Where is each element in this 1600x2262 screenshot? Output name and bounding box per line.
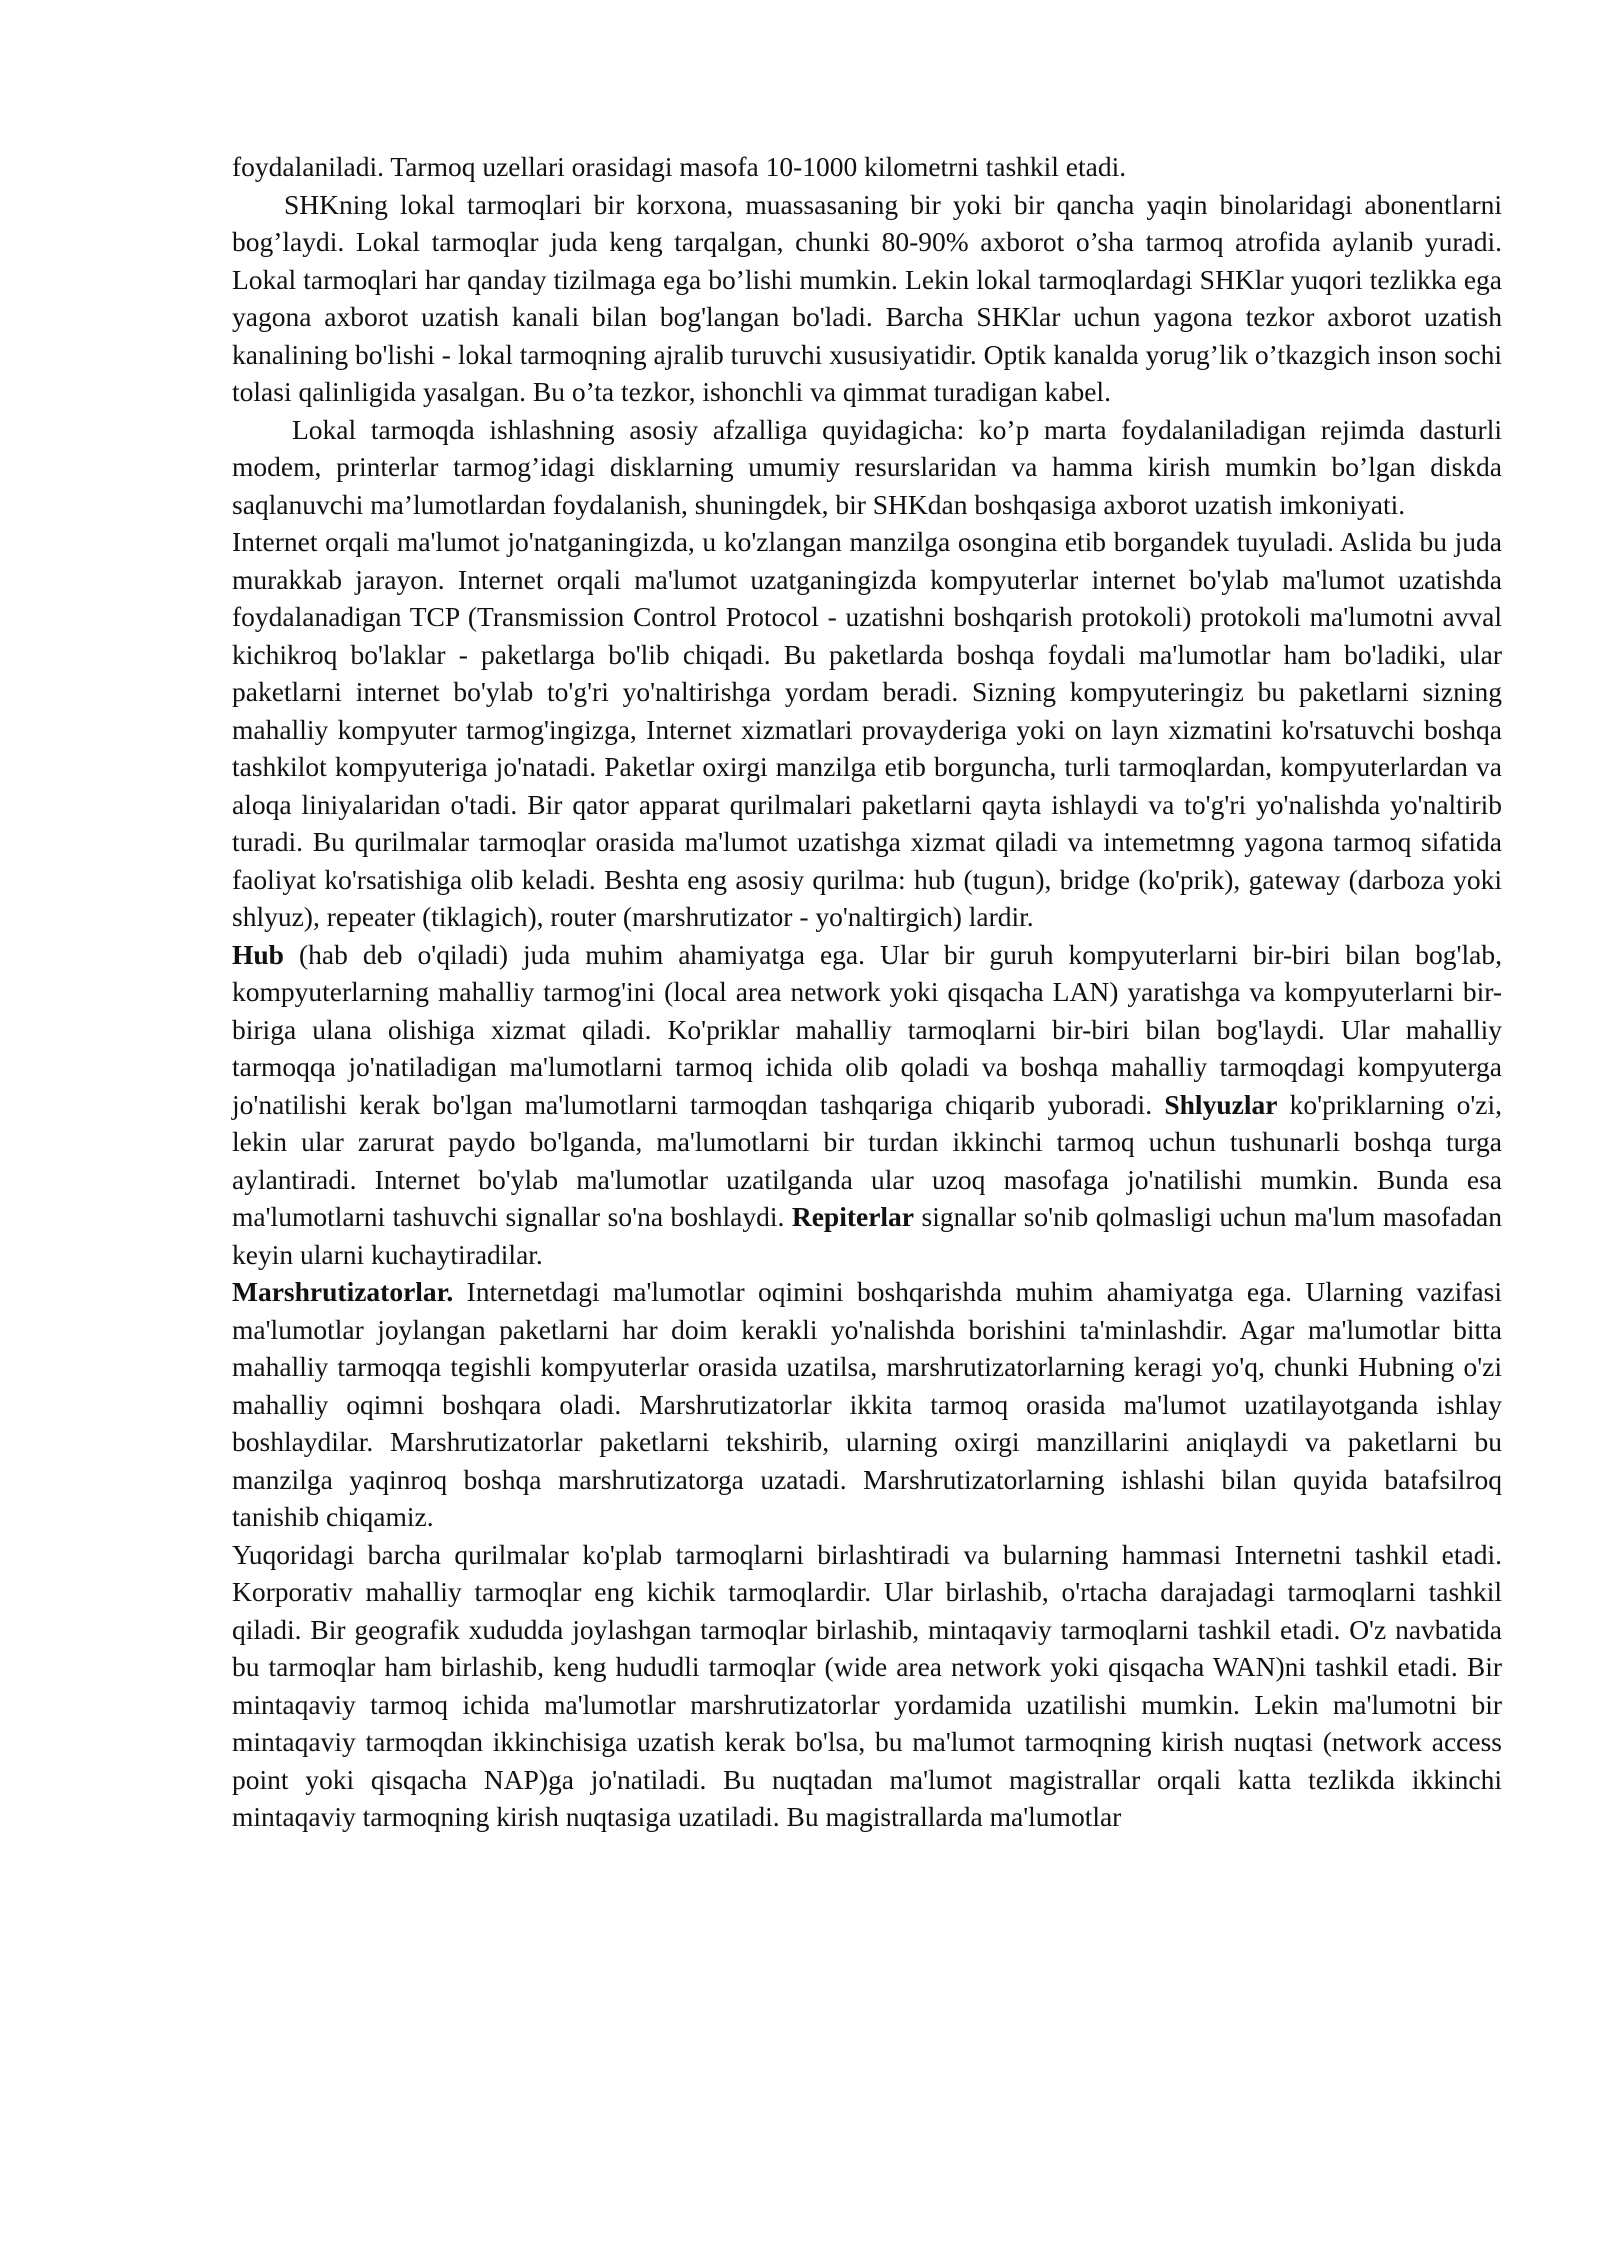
paragraph-internet-transfer: Internet orqali ma'lumot jo'natganingizda, u ko'zlangan manzilga osongina etib borgandek tuyuladi. Aslida bu juda murakkab jarayon. Internet orqali ma'lumot uzatganingizda kompyuterlar internet bo'ylab ma'lumot uzatishda foydalanadigan TCP (Transmission Control Protocol - uzatishni boshqarish protokoli) protokoli ma'lumotni avval kichikroq bo'laklar - paketlarga bo'lib chiqadi. Bu paketlarda boshqa foydali ma'lumotlar ham bo'ladiki, ular paketlarni internet bo'ylab to'g'ri yo'naltirishga yordam beradi. Sizning kompyuteringiz bu paketlarni sizning mahalliy kompyuter tarmog'ingizga, Internet xizmatlari provayderiga yoki on layn xizmatini ko'rsatuvchi boshqa tashkilot kompyuteriga jo'natadi. Paketlar oxirgi manzilga etib borguncha, turli tarmoqlardan, kompyuterlardan va aloqa liniyalaridan o'tadi. Bir qator apparat qurilmalari paketlarni qayta ishlaydi va to'g'ri yo'nalishda yo'naltirib turadi. Bu qurilmalar tarmoqlar orasida ma'lumot uzatishga xizmat qiladi va intemetmng yagona tarmoq sifatida faoliyat ko'rsatishiga olib keladi. Beshta eng asosiy qurilma: hub (tugun), bridge (ko'prik), gateway (darboza yoki shlyuz), repeater (tiklagich), router (marshrutizator - yo'naltirgich) lardir. xyxy=(232,526,1502,932)
term-shlyuzlar: Shlyuzlar xyxy=(1164,1088,1278,1120)
paragraph-continuation: foydalaniladi. Tarmoq uzellari orasidagi masofa 10-1000 kilometrni tashkil etadi. xyxy=(232,151,1127,182)
term-marshrutizatorlar: Marshrutizatorlar. xyxy=(232,1276,454,1307)
paragraph-hub-text-3: signallar so'nib qolmasligi uchun ma'lum masofadan keyin ularni kuchaytiradilar. xyxy=(232,1201,1502,1270)
paragraph-routers xyxy=(232,1273,1502,1536)
paragraph-lan-overview: SHKning lokal tarmoqlari bir korxona, muassasaning bir yoki bir qancha yaqin binolaridagi abonentlarni bog’laydi. Lokal tarmoqlar juda keng tarqalgan, chunki 80-90% axborot o’sha tarmoq atrofida aylanib yuradi. Lokal tarmoqlari har qanday tizilmaga ega bo’lishi mumkin. Lekin lokal tarmoqlardagi SHKlar yuqori tezlikka ega yagona axborot uzatish kanali bilan bog'langan bo'ladi. Barcha SHKlar uchun yagona tezkor axborot uzatish kanalining bo'lishi - lokal tarmoqning ajralib turuvchi xususiyatidir. Optik kanalda yorug’lik o’tkazgich inson sochi tolasi qalinligida yasalgan. Bu o’ta tezkor, ishonchli va qimmat turadigan kabel. xyxy=(232,188,1502,407)
document-page xyxy=(232,148,1502,1836)
term-hub: Hub xyxy=(232,938,284,970)
paragraph-routers-text: Internetdagi ma'lumotlar oqimini boshqarishda muhim ahamiyatga ega. Ularning vazifasi ma'lumotlar joylangan paketlarni har doim kerakli yo'nalishda borishini ta'minlashdir. Agar ma'lumotlar bitta mahalliy tarmoqqa tegishli kompyuterlar orasida uzatilsa, marshrutizatorlarning keragi yo'q, chunki Hubning o'zi mahalliy oqimni boshqara oladi. Marshrutizatorlar ikkita tarmoq orasida ma'lumot uzatilayotganda ishlay boshlaydilar. Marshrutizatorlar paketlarni tekshirib, ularning oxirgi manzillarini aniqlaydi va paketlarni bu manzilga yaqinroq boshqa marshrutizatorga uzatadi. Marshrutizatorlarning ishlashi bilan quyida batafsilroq tanishib chiqamiz. xyxy=(232,1276,1502,1532)
paragraph-lan-advantages: Lokal tarmoqda ishlashning asosiy afzalliga quyidagicha: ko’p marta foydalaniladigan rejimda dasturli modem, printerlar tarmog’idagi disklarning umumiy resurslaridan va hamma kirish mumkin bo’lgan diskda saqlanuvchi ma’lumotlardan foydalanish, shuningdek, bir SHKdan boshqasiga axborot uzatish imkoniyati. xyxy=(232,413,1502,520)
term-repiterlar: Repiterlar xyxy=(791,1201,915,1232)
paragraph-hub-text-2: ko'priklarning o'zi, lekin ular zarurat paydo bo'lganda, ma'lumotlarni bir turdan ikkinchi tarmoq uchun tushunarli boshqa turga aylantiradi. Internet bo'ylab ma'lumotlar uzatilganda ular uzoq masofaga jo'natilishi mumkin. Bunda esa ma'lumotlarni tashuvchi signallar so'na boshlaydi. xyxy=(232,1088,1503,1232)
paragraph-hub-text-1: (hab deb o'qiladi) juda muhim ahamiyatga ega. Ular bir guruh kompyuterlarni bir-biri bilan bog'lab, kompyuterlarning mahalliy tarmog'ini (local area network yoki qisqacha LAN) yaratishga va kompyuterlarni bir-biriga ulana olishiga xizmat qiladi. Ko'priklar mahalliy tarmoqlarni bir-biri bilan bog'laydi. Ular mahalliy tarmoqqa jo'natiladigan ma'lumotlarni tarmoq ichida olib qoladi va boshqa mahalliy tarmoqdagi kompyuterga jo'natilishi kerak bo'lgan ma'lumotlarni tarmoqdan tashqariga chiqarib yuboradi. xyxy=(232,938,1502,1120)
paragraph-hub xyxy=(232,936,1502,1274)
paragraph-networks-hierarchy: Yuqoridagi barcha qurilmalar ko'plab tarmoqlarni birlashtiradi va bularning hammasi Internetni tashkil etadi. Korporativ mahalliy tarmoqlar eng kichik tarmoqlardir. Ular birlashib, o'rtacha darajadagi tarmoqlarni tashkil qiladi. Bir geografik xududda joylashgan tarmoqlar birlashib, mintaqaviy tarmoqlarni tashkil etadi. O'z navbatida bu tarmoqlar ham birlashib, keng hududli tarmoqlar (wide area network yoki qisqacha WAN)ni tashkil etadi. Bir mintaqaviy tarmoq ichida ma'lumotlar marshrutizatorlar yordamida uzatilishi mumkin. Lekin ma'lumotni bir mintaqaviy tarmoqdan ikkinchisiga uzatish kerak bo'lsa, bu ma'lumot tarmoqning kirish nuqtasi (network access point yoki qisqacha NAP)ga jo'natiladi. Bu nuqtadan ma'lumot magistrallar orqali katta tezlikda ikkinchi mintaqaviy tarmoqning kirish nuqtasiga uzatiladi. Bu magistrallarda ma'lumotlar xyxy=(232,1538,1502,1832)
